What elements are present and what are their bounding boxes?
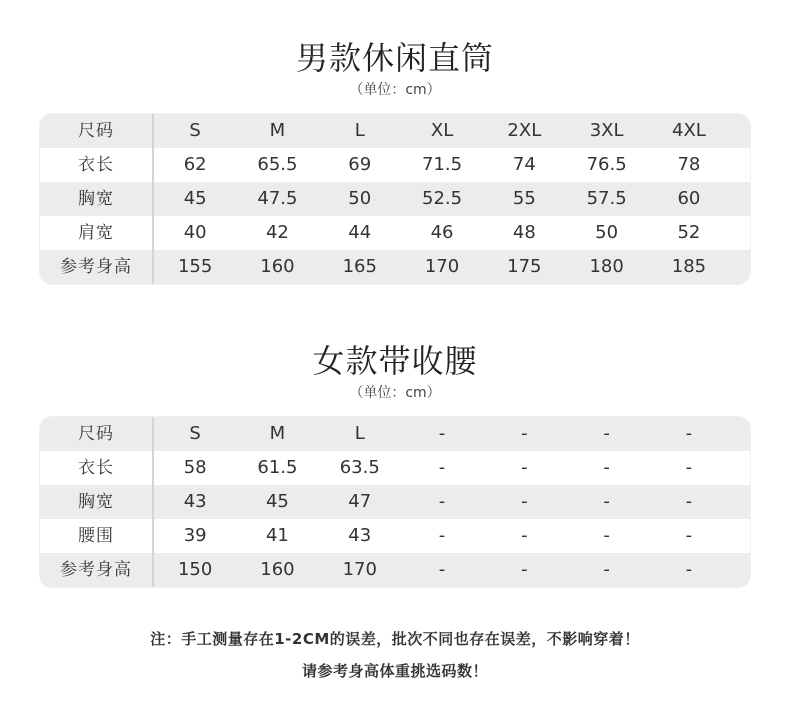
- table-cell: 62: [183, 154, 207, 175]
- row-label: 衣长: [40, 148, 154, 182]
- table-cell: 45: [183, 188, 207, 209]
- table-cell: 55: [512, 188, 536, 209]
- table-cell: -: [438, 559, 446, 580]
- table-cell: 61.5: [257, 457, 298, 478]
- table-cell: 74: [512, 154, 536, 175]
- table-row: [40, 182, 750, 216]
- table-cell: 57.5: [586, 188, 627, 209]
- table-row: [40, 485, 750, 519]
- men-size-title: 男款休闲直筒: [295, 39, 494, 77]
- size-header-cell: M: [269, 423, 286, 444]
- table-cell: 50: [595, 222, 619, 243]
- table-cell: -: [438, 525, 446, 546]
- table-cell: -: [603, 457, 610, 478]
- row-label: 参考身高: [40, 250, 154, 284]
- table-row: [40, 417, 750, 451]
- table-row: [40, 250, 750, 284]
- table-cell: 45: [265, 491, 289, 512]
- women-size-table: [40, 417, 750, 587]
- table-cell: 150: [177, 559, 213, 580]
- table-cell: 44: [348, 222, 372, 243]
- table-cell: 42: [265, 222, 289, 243]
- table-row: [40, 114, 750, 148]
- table-cell: 69: [348, 154, 372, 175]
- table-cell: 78: [677, 154, 701, 175]
- women-size-title: 女款带收腰: [312, 342, 478, 380]
- row-label: 尺码: [40, 114, 154, 148]
- table-cell: 43: [348, 525, 372, 546]
- table-cell: 60: [677, 188, 701, 209]
- row-label: 胸宽: [40, 182, 154, 216]
- table-cell: 47: [348, 491, 372, 512]
- table-row: [40, 148, 750, 182]
- table-cell: -: [438, 491, 446, 512]
- table-cell: -: [438, 457, 446, 478]
- table-cell: 180: [589, 256, 624, 277]
- table-cell: 46: [430, 222, 454, 243]
- size-header-cell: -: [438, 423, 446, 444]
- size-header-cell: -: [685, 423, 693, 444]
- table-row: [40, 519, 750, 553]
- table-cell: 185: [671, 256, 707, 277]
- table-cell: 43: [183, 491, 207, 512]
- table-row: [40, 553, 750, 587]
- table-row: [40, 451, 750, 485]
- size-header-cell: L: [354, 423, 365, 444]
- table-cell: -: [521, 525, 528, 546]
- size-header-cell: S: [189, 120, 201, 141]
- table-cell: 58: [183, 457, 207, 478]
- table-cell: -: [521, 491, 528, 512]
- table-cell: 71.5: [422, 154, 463, 175]
- table-cell: 52: [677, 222, 701, 243]
- table-cell: 41: [265, 525, 289, 546]
- table-cell: 50: [348, 188, 372, 209]
- table-cell: -: [603, 525, 610, 546]
- table-row: [40, 216, 750, 250]
- women-unit-note: （单位：cm）: [349, 385, 441, 401]
- table-cell: -: [521, 559, 528, 580]
- table-cell: -: [685, 525, 693, 546]
- men-unit-note: （单位：cm）: [349, 82, 441, 98]
- table-cell: 63.5: [339, 457, 380, 478]
- table-cell: 48: [512, 222, 536, 243]
- men-size-table: [40, 114, 750, 284]
- table-cell: 160: [260, 559, 295, 580]
- table-cell: 170: [342, 559, 377, 580]
- table-cell: -: [603, 559, 610, 580]
- size-header-cell: 2XL: [507, 120, 542, 141]
- table-cell: 170: [424, 256, 460, 277]
- table-cell: -: [521, 457, 528, 478]
- table-cell: 76.5: [586, 154, 627, 175]
- table-cell: 175: [507, 256, 542, 277]
- size-header-cell: 4XL: [672, 120, 706, 141]
- size-header-cell: M: [269, 120, 286, 141]
- table-cell: 52.5: [422, 188, 463, 209]
- size-header-cell: XL: [430, 120, 454, 141]
- table-cell: -: [603, 491, 610, 512]
- row-label: 肩宽: [40, 216, 154, 250]
- table-cell: 39: [183, 525, 207, 546]
- table-cell: 160: [260, 256, 295, 277]
- size-header-cell: L: [354, 120, 365, 141]
- table-cell: 47.5: [257, 188, 298, 209]
- table-cell: 40: [183, 222, 207, 243]
- size-header-cell: 3XL: [589, 120, 624, 141]
- table-cell: 155: [177, 256, 213, 277]
- row-label: 参考身高: [40, 553, 154, 587]
- table-cell: 165: [342, 256, 377, 277]
- table-cell: 65.5: [257, 154, 298, 175]
- row-label: 腰围: [40, 519, 154, 553]
- table-cell: -: [685, 457, 693, 478]
- row-label: 尺码: [40, 417, 154, 451]
- table-cell: -: [685, 491, 693, 512]
- size-header-cell: -: [521, 423, 528, 444]
- size-header-cell: S: [189, 423, 201, 444]
- row-label: 衣长: [40, 451, 154, 485]
- row-label: 胸宽: [40, 485, 154, 519]
- size-header-cell: -: [603, 423, 610, 444]
- selection-note: 请参考身高体重挑选码数！: [301, 662, 488, 680]
- table-cell: -: [685, 559, 693, 580]
- measurement-note: 注：手工测量存在1-2CM的误差，批次不同也存在误差，不影响穿着！: [150, 630, 640, 648]
